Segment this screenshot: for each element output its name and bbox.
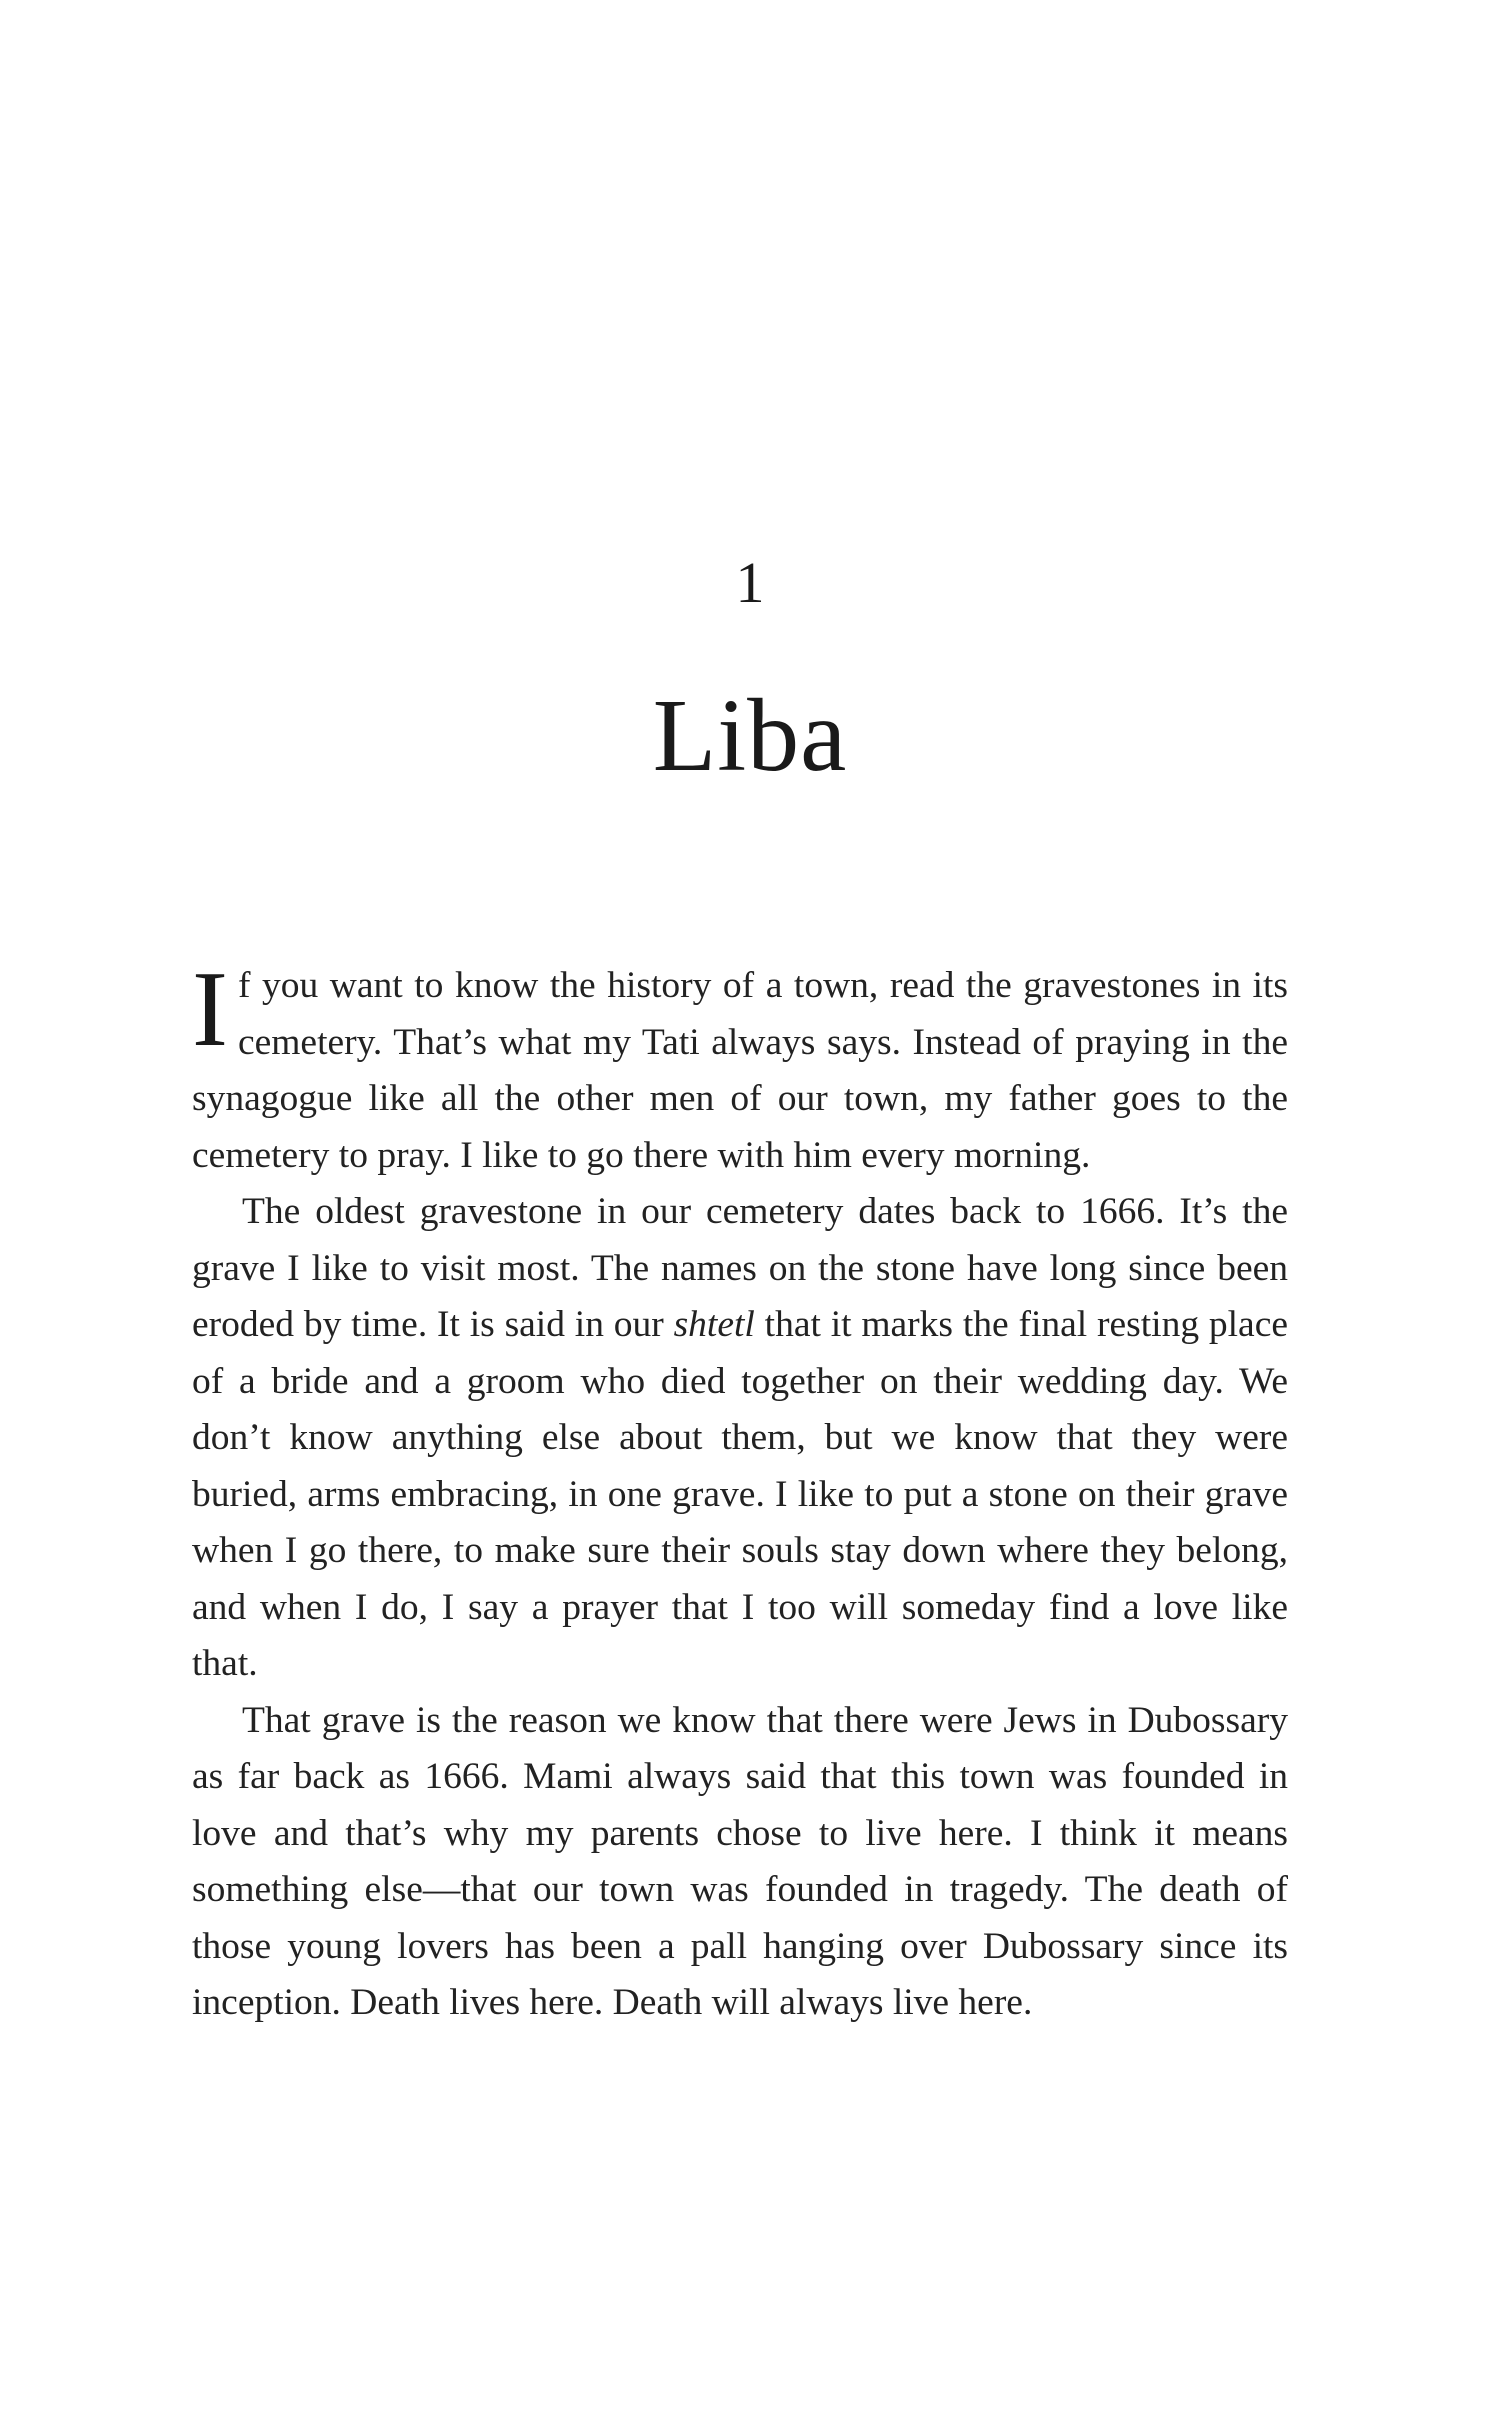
paragraph-3: [192, 1693, 1288, 2032]
chapter-title: Liba: [652, 678, 848, 793]
paragraph-3-text: That grave is the reason we know that there were Jews in Dubossary as far back as 1666. Mami always said that this town was founded in love and that’s why my parents chose to live here. I think it means something else—that our town was founded in tragedy. The death of those young lovers has been a pall hanging over Dubossary since its inception. Death lives here. Death will always live here.: [192, 1699, 1288, 2023]
paragraph-2-text-end: that it marks the final resting place of a bride and a groom who died together on their wedding day. We don’t know anything else about them, but we know that they were buried, arms embracing, in one grave. I like to put a stone on their grave when I go there, to make sure their souls stay down where they belong, and when I do, I say a prayer that I too will someday find a love like that.: [192, 1304, 1288, 1684]
italic-word-shtetl: shtetl: [673, 1304, 755, 1345]
chapter-number: 1: [735, 550, 765, 615]
drop-cap: I: [192, 950, 228, 1069]
chapter-body: [192, 950, 1288, 2032]
paragraph-2: [192, 1184, 1288, 1693]
paragraph-1-text: f you want to know the history of a town, read the gravestones in its cemetery. That’s what my Tati always says. Instead of praying in the synagogue like all the other men of our town, my father goes to the cemetery to pray. I like to go there with him every morning.: [192, 965, 1288, 1176]
paragraph-1: [192, 950, 1288, 1184]
paragraph-2-text-start: The oldest gravestone in our cemetery dates back to 1666. It’s the grave I like to visit most. The names on the stone have long since been eroded by time. It is said in our: [192, 1191, 1288, 1345]
